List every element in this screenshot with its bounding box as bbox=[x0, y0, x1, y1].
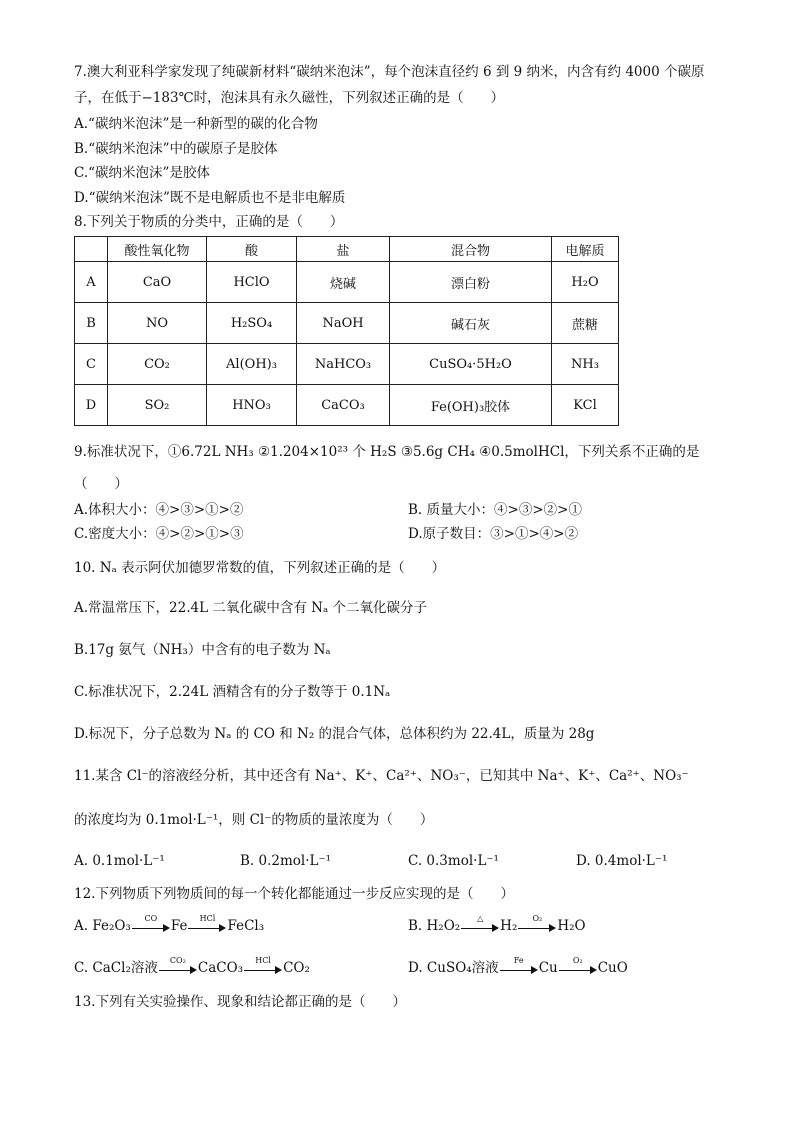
cell-salt: CaCO₃ bbox=[297, 385, 390, 426]
table-header: 酸性氧化物 bbox=[108, 237, 207, 262]
species: CuO bbox=[597, 960, 628, 976]
species: A. Fe₂O₃ bbox=[74, 918, 131, 934]
reaction-arrow bbox=[559, 955, 597, 976]
reaction-arrow bbox=[500, 955, 538, 976]
reagent-label: Fe bbox=[513, 955, 524, 965]
q10-option-a: A.常温常压下，22.4L 二氧化碳中含有 Nₐ 个二氧化碳分子 bbox=[74, 600, 427, 616]
table-header: 混合物 bbox=[390, 237, 552, 262]
cell-mixture: 漂白粉 bbox=[390, 262, 552, 303]
species: CaCO₃ bbox=[197, 960, 244, 976]
q8-stem: 8.下列关于物质的分类中，正确的是（ ） bbox=[74, 214, 344, 230]
row-label: B bbox=[75, 303, 108, 344]
reagent-label: CO bbox=[144, 913, 158, 923]
reaction-arrow bbox=[461, 913, 499, 934]
species: H₂ bbox=[500, 918, 518, 934]
q10-stem: 10. Nₐ 表示阿伏加德罗常数的值，下列叙述正确的是（ ） bbox=[74, 560, 446, 576]
q7-stem-line1: 7.澳大利亚科学家发现了纯碳新材料“碳纳米泡沫”，每个泡沫直径约 6 到 9 纳米，内含有约 4000 个碳原 bbox=[74, 64, 705, 80]
species: CO₂ bbox=[283, 960, 310, 976]
reagent-label: HCl bbox=[255, 955, 271, 965]
q11-option-c: C. 0.3mol·L⁻¹ bbox=[408, 853, 499, 869]
cell-acid: Al(OH)₃ bbox=[207, 344, 297, 385]
reaction-arrow bbox=[244, 955, 282, 976]
reagent-label: HCl bbox=[199, 913, 216, 923]
q10-option-b: B.17g 氨气（NH₃）中含有的电子数为 Nₐ bbox=[74, 642, 331, 658]
cell-salt: NaHCO₃ bbox=[297, 344, 390, 385]
cell-mixture: Fe(OH)₃胶体 bbox=[390, 385, 552, 426]
q9-stem: 9.标准状况下，①6.72L NH₃ ②1.204×10²³ 个 H₂S ③5.6g CH₄ ④0.5molHCl，下列关系不正确的是 bbox=[74, 444, 700, 460]
q9-answer-blank: （ ） bbox=[74, 476, 128, 492]
reaction-arrow bbox=[132, 913, 170, 934]
table-row bbox=[75, 385, 619, 426]
q7-option-a: A.“碳纳米泡沫”是一种新型的碳的化合物 bbox=[74, 116, 318, 132]
q7-stem-line2: 子，在低于−183℃时，泡沫具有永久磁性，下列叙述正确的是（ ） bbox=[74, 90, 505, 106]
q9-option-c: C.密度大小：④>②>①>③ bbox=[74, 526, 244, 542]
reaction-arrow bbox=[159, 955, 197, 976]
q11-option-a: A. 0.1mol·L⁻¹ bbox=[74, 853, 165, 869]
cell-salt: NaOH bbox=[297, 303, 390, 344]
cell-electrolyte: H₂O bbox=[552, 262, 619, 303]
q12-option-a bbox=[74, 913, 265, 936]
reagent-label: O₂ bbox=[572, 955, 583, 965]
q12-option-c bbox=[74, 955, 310, 978]
table-row bbox=[75, 303, 619, 344]
species: C. CaCl₂溶液 bbox=[74, 960, 158, 976]
cell-oxide: CO₂ bbox=[108, 344, 207, 385]
cell-acid: HClO bbox=[207, 262, 297, 303]
row-label: D bbox=[75, 385, 108, 426]
cell-acid: H₂SO₄ bbox=[207, 303, 297, 344]
cell-oxide: NO bbox=[108, 303, 207, 344]
reagent-label: O₂ bbox=[532, 913, 543, 923]
species: B. H₂O₂ bbox=[408, 918, 461, 934]
table-row bbox=[75, 262, 619, 303]
classification-table bbox=[74, 236, 619, 426]
q9-option-d: D.原子数目：③>①>④>② bbox=[408, 526, 579, 542]
cell-electrolyte: KCl bbox=[552, 385, 619, 426]
cell-oxide: CaO bbox=[108, 262, 207, 303]
table-header: 酸 bbox=[207, 237, 297, 262]
q10-option-d: D.标况下，分子总数为 Nₐ 的 CO 和 N₂ 的混合气体，总体积约为 22.4L，质量为 28g bbox=[74, 726, 595, 742]
q10-option-c: C.标准状况下，2.24L 酒精含有的分子数等于 0.1Nₐ bbox=[74, 684, 391, 700]
table-row bbox=[75, 344, 619, 385]
q13-stem: 13.下列有关实验操作、现象和结论都正确的是（ ） bbox=[74, 994, 406, 1010]
q11-stem-line2: 的浓度均为 0.1mol·L⁻¹，则 Cl⁻的物质的量浓度为（ ） bbox=[74, 812, 434, 828]
species: Fe bbox=[170, 918, 188, 934]
q9-option-a: A.体积大小：④>③>①>② bbox=[74, 502, 244, 518]
cell-mixture: CuSO₄·5H₂O bbox=[390, 344, 552, 385]
q7-option-c: C.“碳纳米泡沫”是胶体 bbox=[74, 165, 210, 181]
q12-option-b bbox=[408, 913, 586, 936]
cell-electrolyte: 蔗糖 bbox=[552, 303, 619, 344]
species: Cu bbox=[538, 960, 558, 976]
cell-mixture: 碱石灰 bbox=[390, 303, 552, 344]
q11-option-d: D. 0.4mol·L⁻¹ bbox=[576, 853, 668, 869]
table-header: 盐 bbox=[297, 237, 390, 262]
row-label: C bbox=[75, 344, 108, 385]
table-header bbox=[75, 237, 108, 262]
cell-oxide: SO₂ bbox=[108, 385, 207, 426]
table-header: 电解质 bbox=[552, 237, 619, 262]
q12-option-d bbox=[408, 955, 628, 978]
q9-option-b: B. 质量大小：④>③>②>① bbox=[408, 502, 582, 518]
reaction-arrow bbox=[518, 913, 556, 934]
species: FeCl₃ bbox=[227, 918, 265, 934]
q11-option-b: B. 0.2mol·L⁻¹ bbox=[240, 853, 332, 869]
reagent-label: CO₂ bbox=[169, 955, 186, 965]
table-header-row bbox=[75, 237, 619, 262]
q12-stem: 12.下列物质下列物质间的每一个转化都能通过一步反应实现的是（ ） bbox=[74, 886, 514, 902]
cell-salt: 烧碱 bbox=[297, 262, 390, 303]
cell-electrolyte: NH₃ bbox=[552, 344, 619, 385]
species: D. CuSO₄溶液 bbox=[408, 960, 499, 976]
species: H₂O bbox=[557, 918, 586, 934]
reaction-arrow bbox=[188, 913, 226, 934]
q7-option-d: D.“碳纳米泡沫”既不是电解质也不是非电解质 bbox=[74, 190, 346, 206]
cell-acid: HNO₃ bbox=[207, 385, 297, 426]
q11-stem-line1: 11.某含 Cl⁻的溶液经分析，其中还含有 Na⁺、K⁺、Ca²⁺、NO₃⁻，已知其中 Na⁺、K⁺、Ca²⁺、NO₃⁻ bbox=[74, 768, 689, 784]
q7-option-b: B.“碳纳米泡沫”中的碳原子是胶体 bbox=[74, 141, 278, 157]
row-label: A bbox=[75, 262, 108, 303]
reagent-label: △ bbox=[477, 913, 484, 923]
